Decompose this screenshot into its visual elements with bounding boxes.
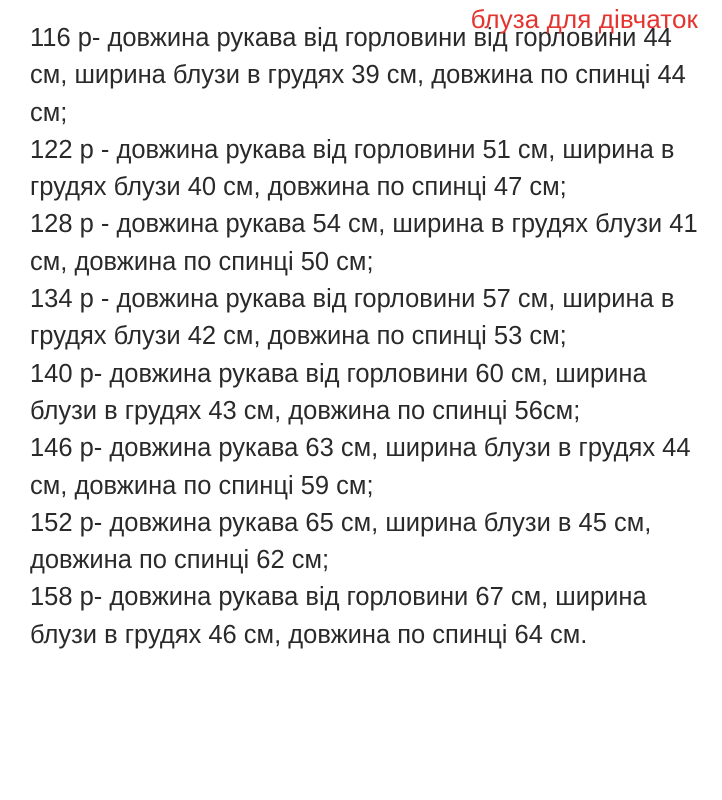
- size-entry-134: 134 р - довжина рукава від горловини 57 см, ширина в грудях блузи 42 см, довжина по спинці 53 см;: [30, 285, 675, 351]
- size-entry-128: 128 р - довжина рукава 54 см, ширина в грудях блузи 41 см, довжина по спинці 50 см;: [30, 210, 698, 276]
- size-chart-text: [30, 20, 705, 654]
- size-entry-158: 158 р- довжина рукава від горловини 67 см, ширина блузи в грудях 46 см, довжина по спинці 64 см.: [30, 583, 647, 649]
- size-entry-140: 140 р- довжина рукава від горловини 60 см, ширина блузи в грудях 43 см, довжина по спинці 56см;: [30, 359, 647, 425]
- size-entry-146: 146 р- довжина рукава 63 см, ширина блузи в грудях 44 см, довжина по спинці 59 см;: [30, 434, 691, 500]
- size-entry-116: 116 р- довжина рукава від горловини від горловини 44 см, ширина блузи в грудях 39 см, довжина по спинці 44 см;: [30, 24, 686, 127]
- overlay-title: блуза для дівчаток: [470, 4, 698, 34]
- size-entry-122: 122 р - довжина рукава від горловини 51 см, ширина в грудях блузи 40 см, довжина по спинці 47 см;: [30, 135, 675, 202]
- size-entry-152: 152 р- довжина рукава 65 см, ширина блузи в 45 см, довжина по спинці 62 см;: [30, 508, 652, 575]
